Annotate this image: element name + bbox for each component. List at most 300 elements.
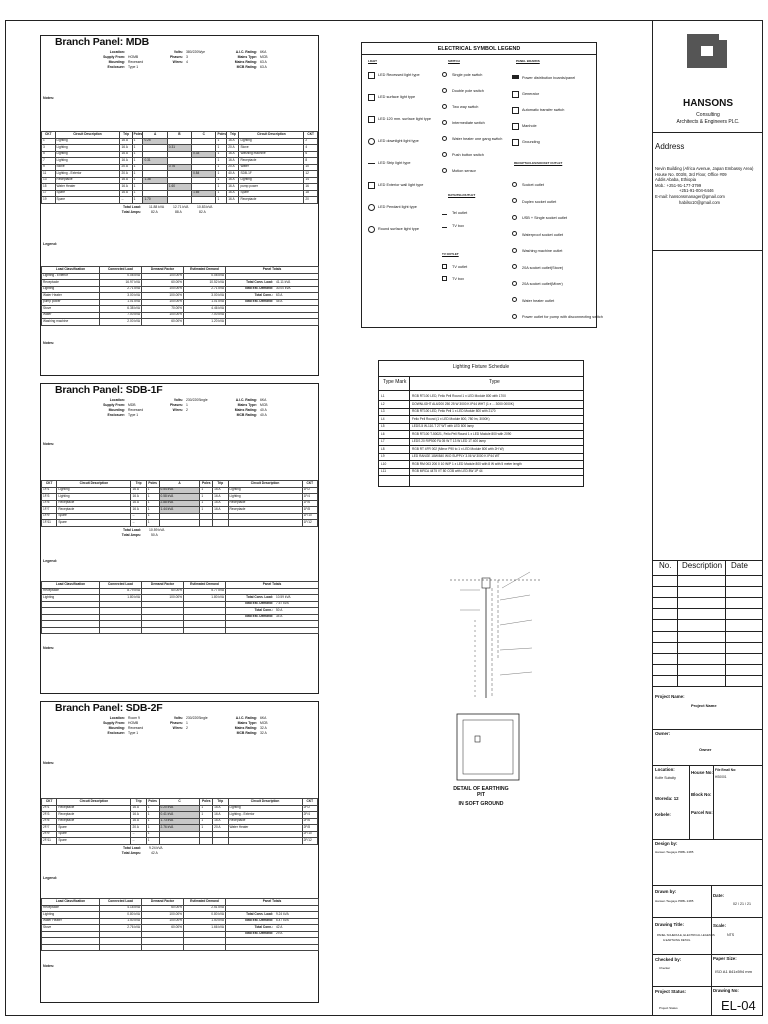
date-value: 02 / 21 / 21: [733, 902, 751, 906]
circuit-col-header: CKT: [304, 132, 318, 139]
panel-mdb: [40, 35, 319, 376]
load-cell: 7.00 kVA: [184, 312, 226, 319]
circuit-cell: 1: [146, 507, 159, 514]
header-right-label: MCB Rating:: [236, 413, 257, 417]
fixture-type-mark: L6: [381, 431, 385, 436]
legend-item: LED Exterior wall light type: [378, 183, 424, 187]
load-cell: 100.00%: [142, 293, 184, 300]
load-cell: [142, 944, 184, 951]
circuit-cell: 1: [146, 513, 159, 520]
total-load-value: 12.71 kVA: [173, 204, 189, 209]
load-cell: Lighting: [42, 286, 100, 293]
circuit-col-header: A: [143, 132, 167, 139]
circuit-cell: 0.84: [192, 171, 216, 178]
panel-total-value: 42 A: [276, 924, 283, 929]
total-amps-label: Total Amps:: [121, 209, 141, 214]
circuit-cell: 1: [132, 171, 143, 178]
receptacle-symbol-icon: [512, 198, 517, 203]
fixture-schedule-title: Lighting Fixture Schedule: [452, 364, 510, 370]
circuit-cell: [200, 838, 213, 845]
load-cell: 6.38 kVA: [100, 306, 142, 313]
address-line: Mob.: +251-91-177-3799: [655, 182, 702, 188]
panel-total-value: 6.47 kVA: [276, 918, 289, 923]
load-cell: 100.00%: [142, 286, 184, 293]
load-cell: 3.00 kVA: [184, 293, 226, 300]
legend-item: Automatic transfer switch: [522, 108, 565, 112]
load-cell: 60.00%: [142, 319, 184, 326]
circuit-cell: 16 A: [120, 158, 132, 165]
revision-row-line: [653, 619, 763, 620]
panel-total-value: 30.00 kVA: [276, 286, 291, 291]
circuit-cell: 1: [200, 487, 213, 494]
panel-total-label: Total Conn.:: [254, 924, 273, 929]
circuit-cell: 1F/3: [42, 494, 57, 501]
light-symbol-icon: [368, 204, 375, 211]
panel-total-value: 29 A: [276, 931, 283, 936]
circuit-cell: Lighting: [55, 151, 120, 158]
legend-item: Push button switch: [452, 153, 484, 157]
address-label: Address: [655, 142, 685, 151]
legend-item: LED 120 mm. surface light type: [378, 117, 431, 121]
revision-row-line: [653, 586, 763, 587]
legend-item: Power distribution boards/panel: [522, 76, 576, 80]
circuit-cell: 2: [304, 138, 318, 145]
load-cell: 4.18 kVA: [100, 905, 142, 912]
header-left-label: Enclosure:: [107, 413, 125, 417]
panel-total-label: Total Conn. Load:: [246, 911, 273, 916]
circuit-col-header: Poles: [200, 799, 213, 806]
circuit-col-header: Trip: [131, 799, 146, 806]
circuit-cell: 1: [200, 818, 213, 825]
circuit-col-header: Poles: [216, 132, 227, 139]
circuit-cell: 1: [216, 177, 227, 184]
company-sub2: Architects & Engineers PLC.: [676, 119, 740, 125]
load-cell: 2.51 kVA: [184, 905, 226, 912]
header-right-value: 32 A: [260, 726, 267, 730]
circuit-cell: 6: [304, 151, 318, 158]
circuit-cell: Receptacle: [57, 507, 131, 514]
header-left-label: Mounting:: [108, 726, 125, 730]
circuit-cell: Lighting - Exterior: [228, 812, 302, 819]
earthing-detail-caption: DETAIL OF EARTHING PIT IN SOFT GROUND: [453, 786, 509, 807]
circuit-col-header: CKT: [302, 481, 317, 488]
header-mid-label: Phases:: [169, 721, 183, 725]
receptacle-symbol-icon: [512, 215, 517, 220]
circuit-col-header: CKT: [42, 132, 56, 139]
circuit-cell: Receptacle: [57, 818, 131, 825]
owner-value: Owner: [699, 747, 712, 752]
circuit-col-header: Trip: [120, 132, 132, 139]
header-right-label: A.I.C. Rating:: [235, 716, 257, 720]
circuit-cell: --: [131, 838, 146, 845]
legend-item: USB + Single socket outlet: [522, 216, 568, 220]
fixture-type-mark: L7: [381, 439, 385, 443]
load-cell: Water: [42, 312, 100, 319]
circuit-cell: 1: [132, 164, 143, 171]
legend-item: Power outlet for pump with disconnecting switch: [522, 315, 603, 319]
data-outlet-icon: [442, 223, 447, 228]
circuit-cell: [192, 197, 216, 204]
circuit-cell: 1: [132, 197, 143, 204]
circuit-cell: 1F/8: [302, 507, 317, 514]
load-cell: 10.52 kVA: [184, 280, 226, 287]
fixture-type-mark: L10: [381, 461, 387, 466]
circuit-cell: 1F/9: [42, 513, 57, 520]
circuit-cell: Spare: [57, 838, 131, 845]
switch-symbol-icon: [442, 120, 447, 125]
circuit-cell: 18: [304, 190, 318, 197]
load-cell: Receptacle: [42, 588, 100, 595]
circuit-cell: 16 A: [131, 507, 146, 514]
load-cell: Stove: [42, 306, 100, 313]
header-right-value: MCB: [260, 721, 268, 725]
circuit-cell: 0.31: [143, 158, 167, 165]
circuit-col-header: Circuit Description: [239, 132, 304, 139]
legend-item: TV outlet: [452, 265, 468, 269]
load-cell: Water Heater: [42, 918, 100, 925]
tv-outlet-icon: [442, 276, 447, 281]
legend-item: Round surface light type: [378, 227, 419, 231]
circuit-cell: Lighting: [55, 145, 120, 152]
load-col-header: Connected Load: [100, 899, 142, 906]
load-cell: [42, 627, 100, 634]
header-right-value: MCB: [260, 403, 268, 407]
switch-symbol-icon: [442, 88, 447, 93]
light-symbol-icon: [368, 94, 375, 101]
circuit-cell: 2F/8: [302, 825, 317, 832]
load-row: [42, 627, 319, 634]
circuit-col-header: CKT: [42, 799, 57, 806]
legend-item: Tel outlet: [452, 211, 468, 215]
load-col-header: Load Classification: [42, 267, 100, 274]
load-cell: 0.08 kVA: [184, 273, 226, 280]
circuit-cell: 1: [132, 158, 143, 165]
circuit-cell: 1: [200, 812, 213, 819]
project-name-value: Project Name: [691, 703, 717, 708]
circuit-cell: 1: [216, 158, 227, 165]
circuit-cell: Spare: [55, 197, 120, 204]
load-cell: 100.00%: [142, 312, 184, 319]
fixture-col-type-mark: Type Mark: [383, 379, 407, 385]
circuit-cell: 16 A: [120, 184, 132, 191]
circuit-cell: 1: [132, 138, 143, 145]
circuit-cell: 16 A: [120, 177, 132, 184]
drawing-title-line2: & EARTHING DETAIL: [663, 938, 691, 942]
header-mid-label: Phases:: [169, 403, 183, 407]
load-cell: 100.00%: [142, 912, 184, 919]
header-mid-label: Volts:: [173, 398, 183, 402]
header-right-value: 6KA: [260, 398, 267, 402]
panel-total-value: 10.59 kVA: [276, 594, 291, 599]
legend-item: Double pole switch: [452, 89, 484, 93]
header-left-value: Room 9: [128, 716, 140, 720]
circuit-cell: 2F/12: [302, 838, 317, 845]
load-cell: 4.46 kVA: [184, 306, 226, 313]
circuit-cell: Lighting: [239, 138, 304, 145]
panel-symbol-icon: [512, 123, 519, 130]
total-amps-label: Total Amps:: [121, 850, 141, 855]
circuit-cell: 2F/4: [302, 812, 317, 819]
circuit-cell: [200, 520, 213, 527]
title-block: [652, 20, 763, 1016]
load-cell: 5.77 kVA: [184, 588, 226, 595]
load-cell: 60.00%: [142, 588, 184, 595]
load-cell: Washing machine: [42, 319, 100, 326]
circuit-cell: 0.33: [192, 151, 216, 158]
legend-group-heading: PANEL BOARDS: [516, 59, 540, 63]
load-col-header: Load Classification: [42, 582, 100, 589]
header-mid-label: Phases:: [169, 55, 183, 59]
total-amps-value: 50 A: [151, 532, 158, 537]
circuit-cell: [159, 520, 200, 527]
total-load-label: Total Load:: [122, 204, 141, 209]
load-cell: 100.00%: [142, 918, 184, 925]
legend-item: Grounding: [522, 140, 540, 144]
circuit-cell: 13: [42, 177, 56, 184]
header-left-label: Enclosure:: [107, 65, 125, 69]
legend-item: Duplex socket outlet: [522, 199, 557, 204]
light-symbol-icon: [368, 163, 375, 164]
total-amps-value: 88 A: [175, 209, 182, 214]
drawing-no-label: Drawing No:: [713, 988, 739, 993]
circuit-cell: 9: [42, 164, 56, 171]
load-cell: pump power: [42, 299, 100, 306]
revision-row-line: [653, 597, 763, 598]
load-cell: 1.20 kVA: [184, 319, 226, 326]
legend-group-heading: RECEPTACLES/SOCKET OUTLET: [514, 161, 563, 165]
load-cell: 1.50 kVA: [184, 918, 226, 925]
circuit-col-header: B: [167, 132, 191, 139]
fixture-type-mark: L2: [381, 401, 385, 406]
header-mid-value: 1: [186, 403, 188, 407]
circuit-cell: 2F/1: [42, 805, 57, 812]
fixture-col-divider: [409, 390, 410, 486]
legend-item: LED Recessed light type: [378, 73, 420, 77]
header-mid-value: 380/220Wye: [186, 50, 206, 54]
circuit-cell: 0.58 kVA: [159, 494, 200, 501]
header-mid-label: Volts:: [173, 50, 183, 54]
receptacle-symbol-icon: [512, 314, 517, 319]
load-cell: [184, 627, 226, 634]
legend-title: ELECTRICAL SYMBOL LEGEND: [437, 46, 521, 52]
circuit-cell: 1: [42, 138, 56, 145]
lighting-fixture-schedule: [378, 360, 584, 487]
circuit-cell: --: [120, 197, 132, 204]
fixture-type-mark: L3: [381, 409, 385, 413]
design-by-value: Hansen Tsegaye PRBL 2485: [655, 850, 694, 854]
circuit-cell: 20 A: [213, 825, 228, 832]
circuit-cell: [228, 838, 302, 845]
fixture-type: LED RANGE 18W/840 W/O SUPPLY 3.06 W 3000 K IP44 WT: [412, 454, 500, 458]
circuit-cell: Spare: [239, 190, 304, 197]
load-cell: [100, 944, 142, 951]
panel-total-value: 45 A: [276, 299, 283, 304]
circuit-cell: 1: [216, 151, 227, 158]
header-mid-label: Wires:: [172, 408, 183, 412]
circuit-cell: 1: [146, 520, 159, 527]
legend-group-heading: SWITCH: [448, 59, 460, 63]
panel-total-cell: [226, 319, 319, 326]
circuit-cell: 5: [42, 151, 56, 158]
circuit-cell: Spare: [57, 520, 131, 527]
receptacle-symbol-icon: [512, 281, 517, 286]
total-load-value: 11.88 kVA: [149, 204, 165, 209]
header-left-value: HOMB: [128, 55, 139, 59]
circuit-col-header: Poles: [200, 481, 213, 488]
header-right-value: 40 A: [260, 413, 267, 417]
circuit-cell: 1F/4: [302, 494, 317, 501]
circuit-cell: [167, 197, 191, 204]
circuit-col-header: Trip: [131, 481, 146, 488]
circuit-cell: Stove: [55, 164, 120, 171]
total-amps-label: Total Amps:: [121, 532, 141, 537]
header-right-label: MCB Rating:: [236, 65, 257, 69]
notes-label: Notes:: [43, 761, 55, 765]
circuit-cell: 16 A: [227, 158, 239, 165]
legend-item: Washing machine outlet: [522, 249, 563, 253]
paper-size-value: ISO A1 841x594 mm: [715, 969, 752, 974]
receptacle-symbol-icon: [512, 248, 517, 253]
circuit-cell: 15: [42, 184, 56, 191]
load-cell: 1.80 kVA: [100, 595, 142, 602]
header-right-value: 63 A: [260, 65, 267, 69]
address-line: Addis Ababa, Ethiopia: [655, 177, 696, 183]
load-cell: 100.00%: [142, 595, 184, 602]
circuit-col-header: C: [192, 132, 216, 139]
circuit-cell: Receptacle: [57, 805, 131, 812]
panel-total-label: Total Est. Demand:: [244, 299, 273, 304]
load-cell: 2.00 kVA: [100, 319, 142, 326]
address-line: House No. 003/8, 3rd Floor, Office #09: [655, 171, 727, 177]
circuit-cell: 2.88 kVA: [159, 500, 200, 507]
header-mid-value: 2: [186, 726, 188, 730]
legend-item: TV box: [452, 277, 465, 281]
circuit-cell: 16 A: [213, 494, 228, 501]
load-col-header: Demand Factor: [142, 267, 184, 274]
header-mid-value: 4: [186, 60, 188, 64]
fixture-type-mark: L8: [381, 446, 385, 451]
rev-col-date: Date: [731, 561, 748, 570]
header-right-value: 32 A: [260, 731, 267, 735]
circuit-cell: 16 A: [213, 507, 228, 514]
circuit-cell: Spare: [57, 513, 131, 520]
header-right-label: Mains Type:: [237, 55, 257, 59]
legend-item: LED downlight light type: [378, 139, 419, 143]
panel-total-value: 41.11 kVA: [276, 279, 291, 284]
load-cell: [42, 944, 100, 951]
fixture-type: RGB RT100 T-50021, Feilo Pell Round 1 x LED Module 800 with 2090: [412, 431, 512, 436]
load-cell: Receptacle: [42, 280, 100, 287]
load-cell: 100.00%: [142, 273, 184, 280]
circuit-cell: --: [131, 831, 146, 838]
header-left-label: Location:: [109, 398, 125, 402]
circuit-cell: 1.73 kVA: [159, 818, 200, 825]
circuit-cell: Receptacle: [239, 158, 304, 165]
circuit-cell: Washing machine: [239, 151, 304, 158]
circuit-cell: 1: [146, 825, 159, 832]
circuit-cell: Receptacle: [55, 177, 120, 184]
light-symbol-icon: [368, 72, 375, 79]
load-cell: 1.80 kVA: [184, 595, 226, 602]
panel-symbol-icon: [512, 107, 519, 114]
project-status-label: Project Status:: [655, 989, 686, 994]
revision-row-line: [653, 642, 763, 643]
circuit-cell: 16: [304, 184, 318, 191]
circuit-cell: 1: [146, 805, 159, 812]
header-right-value: 40 A: [260, 408, 267, 412]
circuit-cell: 16 A: [227, 184, 239, 191]
header-left-value: Type 1: [128, 65, 139, 69]
file-no-value: HS0001: [715, 775, 727, 779]
load-col-header: Demand Factor: [142, 899, 184, 906]
circuit-col-header: Circuit Description: [228, 481, 302, 488]
circuit-cell: 12: [304, 171, 318, 178]
circuit-cell: 1: [216, 171, 227, 178]
panel-total-value: 63 A: [276, 292, 283, 297]
circuit-cell: 16 A: [131, 494, 146, 501]
circuit-col-header: Trip: [213, 799, 228, 806]
circuit-cell: 1: [146, 812, 159, 819]
revision-row-line: [653, 675, 763, 676]
header-left-value: Recessed: [128, 60, 144, 64]
circuit-cell: 1: [132, 151, 143, 158]
circuit-row: [42, 838, 318, 845]
header-left-label: Location:: [109, 50, 125, 54]
rev-col-no: No.: [659, 561, 672, 570]
woreda-label: Woreda: 12: [655, 796, 679, 801]
circuit-col-header: Trip: [227, 132, 239, 139]
total-load-label: Total Load:: [122, 527, 141, 532]
circuit-table: [41, 798, 318, 845]
load-col-header: Connected Load: [100, 582, 142, 589]
circuit-cell: 16 A: [131, 818, 146, 825]
header-mid-label: Wires:: [172, 726, 183, 730]
load-col-header: Demand Factor: [142, 582, 184, 589]
header-right-label: A.I.C. Rating:: [235, 50, 257, 54]
location-label: Location:: [655, 767, 675, 772]
circuit-col-header: Circuit Description: [228, 799, 302, 806]
load-classification-table: [41, 898, 319, 951]
header-left-label: Location:: [109, 716, 125, 720]
header-left-value: Type 1: [128, 731, 139, 735]
load-cell: Lighting: [42, 595, 100, 602]
load-col-header: Panel Totals: [226, 267, 319, 274]
circuit-cell: 16 A: [131, 805, 146, 812]
circuit-cell: 16 A: [213, 500, 228, 507]
fixture-type: RGB RM 003 200 0 10 W/P 1 x LED Module 800 with 8 W with 5 meter length: [412, 461, 522, 466]
legend-label: Legend:: [43, 876, 57, 880]
circuit-cell: 7: [42, 158, 56, 165]
circuit-cell: 20 A: [227, 164, 239, 171]
house-no-label: House No:: [691, 770, 713, 775]
panel-total-label: Total Est. Demand:: [244, 931, 273, 936]
load-cell: Lighting - Exterior: [42, 273, 100, 280]
circuit-cell: 16 A: [227, 190, 239, 197]
circuit-cell: 0.25: [143, 138, 167, 145]
panel-total-value: 9.24 kVA: [276, 911, 289, 916]
header-left-value: Recessed: [128, 726, 144, 730]
header-right-value: MCB: [260, 55, 268, 59]
switch-symbol-icon: [442, 104, 447, 109]
circuit-cell: 0.54 kVA: [159, 487, 200, 494]
header-left-value: Type 1: [128, 413, 139, 417]
owner-label: Owner:: [655, 731, 671, 736]
load-cell: 2.71 kVA: [100, 286, 142, 293]
total-load-value: 10.59 kVA: [149, 527, 165, 532]
header-mid-value: 3: [186, 55, 188, 59]
electrical-symbol-legend: [361, 42, 603, 328]
circuit-cell: 0.31: [167, 145, 191, 152]
